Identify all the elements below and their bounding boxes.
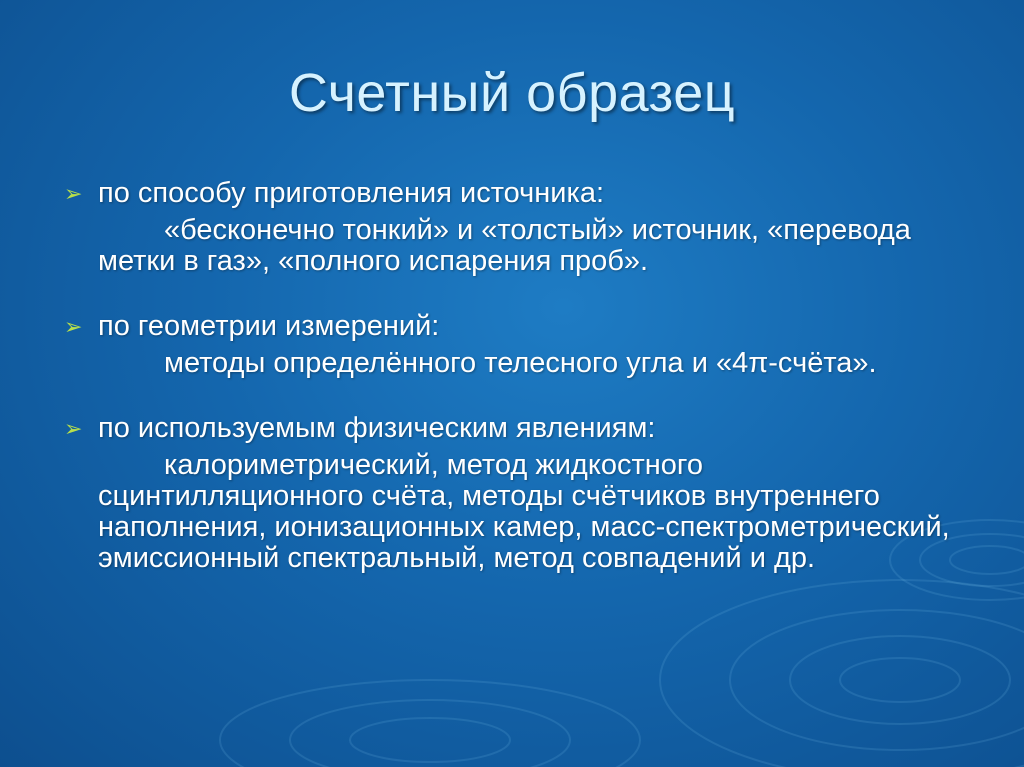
bullet-detail: калориметрический, метод жидкостного сцинтилляционного счёта, методы счётчиков внутреннего наполнения, ионизационных камер, масс-спектрометрический, эмиссионный спектральный, метод совпадений и др. xyxy=(98,449,950,574)
bullet-detail: методы определённого телесного угла и «4π-счёта». xyxy=(164,347,877,379)
bullet-heading: по геометрии измерений: xyxy=(98,310,440,342)
arrow-bullet-icon: ➢ xyxy=(64,416,83,441)
bullet-heading: по используемым физическим явлениям: xyxy=(98,412,656,444)
bullet-list xyxy=(64,178,964,574)
arrow-bullet-icon: ➢ xyxy=(64,314,83,339)
bullet-item xyxy=(64,413,964,574)
bullet-heading: по способу приготовления источника: xyxy=(98,177,604,209)
bullet-detail: «бесконечно тонкий» и «толстый» источник, «перевода метки в газ», «полного испарения проб». xyxy=(98,214,911,277)
arrow-bullet-icon: ➢ xyxy=(64,181,83,206)
slide-title: Счетный образец xyxy=(288,63,736,123)
bullet-item xyxy=(64,311,964,379)
bullet-item xyxy=(64,178,964,277)
